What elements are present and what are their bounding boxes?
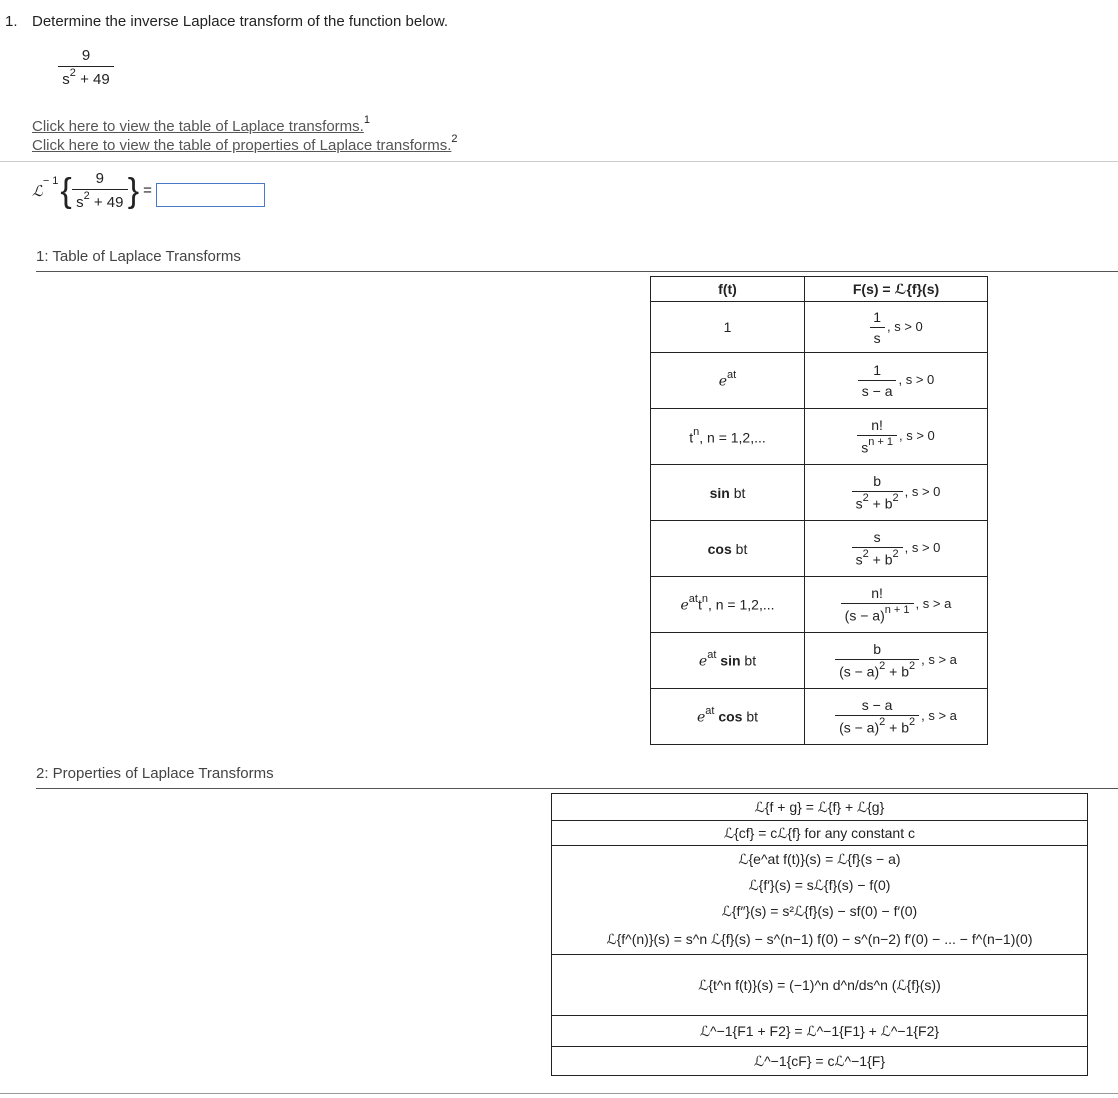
table-row xyxy=(552,794,1088,821)
table-row xyxy=(552,846,1088,873)
Fs-cell xyxy=(805,633,988,689)
laplace-operator: ℒ xyxy=(32,181,43,200)
ft-bold: cos xyxy=(707,540,732,557)
ft-cell xyxy=(651,353,805,409)
ft-t: t xyxy=(697,596,702,613)
ft-sup: n xyxy=(693,425,700,438)
question-number: 1. xyxy=(5,13,18,30)
table-row xyxy=(651,577,988,633)
function-den-rest: + 49 xyxy=(75,71,110,88)
laplace-properties-table xyxy=(551,793,1088,1076)
Fs-den-a: (s − a) xyxy=(839,719,880,736)
Fs-den-b-sup: 2 xyxy=(909,716,916,729)
Fs-num: n! xyxy=(871,417,883,434)
property-shift: ℒ{e^at f(t)}(s) = ℒ{f}(s − a) xyxy=(552,846,1088,873)
Fs-den-b: + b xyxy=(885,663,910,680)
table-row xyxy=(651,689,988,745)
section1-divider xyxy=(36,271,1118,272)
Fs-cond: , s > 0 xyxy=(898,372,935,388)
Fs-cond: , s > a xyxy=(921,652,957,668)
given-function xyxy=(58,47,114,88)
Fs-cell xyxy=(805,465,988,521)
table-row xyxy=(552,821,1088,846)
Fs-cond: , s > 0 xyxy=(904,540,941,556)
Fs-den-b-sup: 2 xyxy=(892,492,899,505)
table-row xyxy=(651,521,988,577)
inverse-exponent: − 1 xyxy=(42,174,59,187)
properties-table-link-row xyxy=(32,135,458,154)
Fs-den-b: + b xyxy=(868,551,893,568)
table-row xyxy=(651,465,988,521)
function-den-exp: 2 xyxy=(69,67,76,79)
ft-sup: at xyxy=(707,649,717,662)
equation-numerator: 9 xyxy=(95,170,104,187)
Fs-num: b xyxy=(873,641,881,658)
Fs-cell xyxy=(805,353,988,409)
function-den-base: s xyxy=(62,71,70,88)
table-row xyxy=(552,924,1088,955)
Fs-num: 1 xyxy=(873,308,881,325)
ft-bold: sin xyxy=(709,484,730,501)
equation-den-rest: + 49 xyxy=(89,194,124,211)
table-row xyxy=(552,1047,1088,1076)
ft-cell: 1 xyxy=(651,302,805,353)
Fs-den-a: s xyxy=(855,495,863,512)
laplace-table-link[interactable]: Click here to view the table of Laplace transforms. xyxy=(32,118,364,135)
ft-tsup: n xyxy=(701,593,708,606)
Fs-cell xyxy=(805,577,988,633)
ft-e: e xyxy=(718,373,728,390)
ft-bold: cos xyxy=(714,708,743,725)
laplace-transform-table xyxy=(650,276,988,745)
property-linearity: ℒ{f + g} = ℒ{f} + ℒ{g} xyxy=(552,794,1088,821)
ft-cell xyxy=(651,465,805,521)
table-row xyxy=(651,633,988,689)
Fs-den-b-sup: 2 xyxy=(909,660,916,673)
equals-sign: = xyxy=(143,182,152,199)
header-ft: f(t) xyxy=(651,277,805,302)
question-prompt: Determine the inverse Laplace transform of the function below. xyxy=(32,13,449,30)
ft-e: e xyxy=(680,597,689,614)
Fs-den: s − a xyxy=(858,380,897,399)
table-row xyxy=(552,955,1088,1016)
properties-table-link[interactable]: Click here to view the table of properties of Laplace transforms. xyxy=(32,137,452,154)
Fs-den-a-sup: 2 xyxy=(879,716,886,729)
table-row xyxy=(651,353,988,409)
ft-rest: bt xyxy=(740,652,757,669)
right-brace-icon: } xyxy=(127,171,140,210)
Fs-den-a: s xyxy=(855,551,863,568)
property-nth-derivative: ℒ{f^(n)}(s) = s^n ℒ{f}(s) − s^(n−1) f(0) − s^(n−2) f′(0) − ... − f^(n−1)(0) xyxy=(552,924,1088,955)
ft-rest: bt xyxy=(731,540,748,557)
left-brace-icon: { xyxy=(60,171,72,210)
Fs-cond: , s > 0 xyxy=(887,318,923,334)
Fs-den-sup: n + 1 xyxy=(884,604,910,617)
inverse-equation xyxy=(32,170,152,211)
Fs-den-b-sup: 2 xyxy=(892,548,899,561)
ft-sup: at xyxy=(727,369,737,382)
ft-sup: at xyxy=(705,705,715,718)
link-ref-1: 1 xyxy=(363,114,370,126)
Fs-num: b xyxy=(873,473,881,490)
equation-den-exp: 2 xyxy=(83,190,90,202)
answer-input[interactable] xyxy=(156,183,265,207)
table-row xyxy=(552,1016,1088,1047)
Fs-cell xyxy=(805,302,988,353)
ft-rest: , n = 1,2,... xyxy=(707,596,775,613)
Fs-den xyxy=(835,715,919,736)
ft-cell xyxy=(651,409,805,465)
property-constant: ℒ{cf} = cℒ{f} for any constant c xyxy=(552,821,1088,846)
section1-title: 1: Table of Laplace Transforms xyxy=(36,248,241,265)
laplace-table-link-row xyxy=(32,116,370,135)
function-numerator: 9 xyxy=(81,47,91,64)
Fs-den-sup: n + 1 xyxy=(868,436,893,449)
Fs-num: s xyxy=(873,529,881,546)
section2-divider xyxy=(36,788,1118,789)
Fs-den: s xyxy=(870,327,885,346)
Fs-den xyxy=(841,603,914,624)
ft-cell xyxy=(651,633,805,689)
Fs-cond: , s > 0 xyxy=(904,484,941,500)
table-row xyxy=(651,302,988,353)
Fs-den-b: + b xyxy=(868,495,893,512)
link-ref-2: 2 xyxy=(451,133,458,145)
Fs-num: s − a xyxy=(861,697,893,714)
Fs-den-b: + b xyxy=(885,719,910,736)
header-Fs-text: F(s) = ℒ{f}(s) xyxy=(852,280,940,297)
property-second-derivative: ℒ{f″}(s) = s²ℒ{f}(s) − sf(0) − f′(0) xyxy=(552,898,1088,924)
header-Fs xyxy=(805,277,988,302)
bottom-divider xyxy=(0,1093,1118,1094)
ft-bold: sin xyxy=(716,652,741,669)
Fs-cell xyxy=(805,689,988,745)
Fs-den xyxy=(835,659,919,680)
Fs-den-a-sup: 2 xyxy=(879,660,886,673)
table-row xyxy=(651,409,988,465)
property-first-derivative: ℒ{f′}(s) = sℒ{f}(s) − f(0) xyxy=(552,872,1088,898)
Fs-cond: , s > a xyxy=(915,596,952,612)
section2-title: 2: Properties of Laplace Transforms xyxy=(36,765,274,782)
Fs-den-a-sup: 2 xyxy=(862,548,869,561)
Fs-den-a-sup: 2 xyxy=(862,492,869,505)
property-inverse-linearity: ℒ^−1{F1 + F2} = ℒ^−1{F1} + ℒ^−1{F2} xyxy=(552,1016,1088,1047)
Fs-den-base: (s − a) xyxy=(844,607,885,624)
ft-rest: bt xyxy=(729,484,746,501)
Fs-cell xyxy=(805,521,988,577)
Fs-den xyxy=(852,491,903,512)
property-tn-multiplication: ℒ{t^n f(t)}(s) = (−1)^n d^n/ds^n (ℒ{f}(s)) xyxy=(552,955,1088,1016)
ft-cell xyxy=(651,689,805,745)
ft-sup: at xyxy=(688,593,698,606)
Fs-cell xyxy=(805,409,988,465)
divider-top xyxy=(0,161,1118,162)
Fs-den xyxy=(857,435,897,456)
ft-cell xyxy=(651,521,805,577)
ft-rest: , n = 1,2,... xyxy=(699,429,766,446)
property-inverse-constant: ℒ^−1{cF} = cℒ^−1{F} xyxy=(552,1047,1088,1076)
equation-den-base: s xyxy=(76,194,84,211)
Fs-num: n! xyxy=(871,585,883,602)
Fs-cond: , s > 0 xyxy=(899,428,935,444)
Fs-den-a: (s − a) xyxy=(839,663,880,680)
ft-e: e xyxy=(698,653,708,670)
table-row xyxy=(552,898,1088,924)
ft-e: e xyxy=(696,709,706,726)
Fs-cond: , s > a xyxy=(921,708,957,724)
ft-cell xyxy=(651,577,805,633)
table-row xyxy=(552,872,1088,898)
Fs-den xyxy=(852,547,903,568)
Fs-den-base: s xyxy=(861,439,869,456)
Fs-num: 1 xyxy=(873,362,881,378)
ft-rest: bt xyxy=(742,708,759,725)
ft-t: t xyxy=(689,429,694,446)
